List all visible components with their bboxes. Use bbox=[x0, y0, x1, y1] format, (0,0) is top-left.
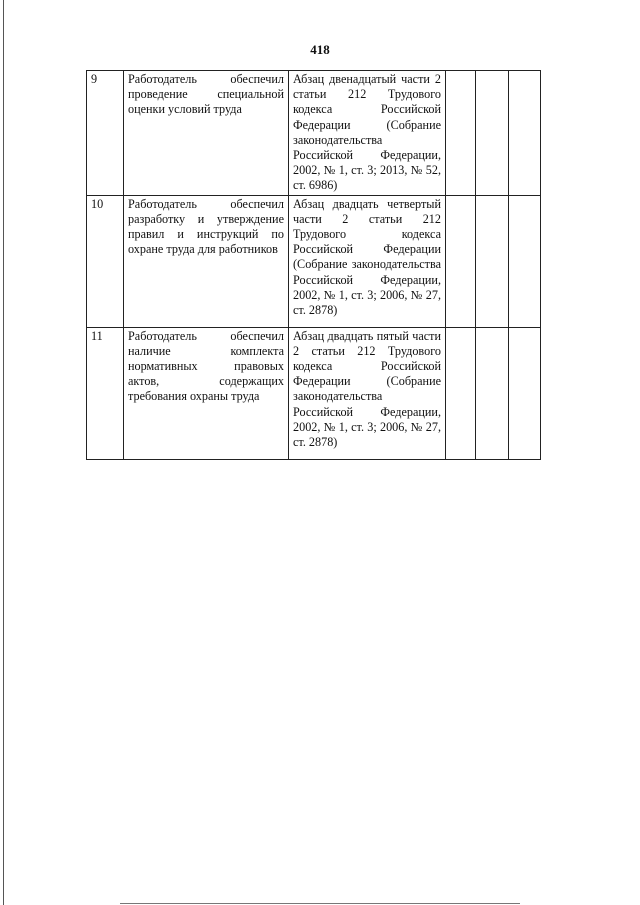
requirement-text: Работодатель обеспечил проведение специальной оценки условий труда bbox=[124, 71, 289, 196]
answer-cell-yes bbox=[446, 327, 476, 459]
requirement-text: Работодатель обеспечил наличие комплекта нормативных правовых актов, содержащих требования охраны труда bbox=[124, 327, 289, 459]
row-number: 10 bbox=[87, 195, 124, 327]
legal-reference-text: Абзац двадцать четвертый части 2 статьи 212 Трудового кодекса Российской Федерации (Собрание законодательства Российской Федерации, 2002, № 1, ст. 3; 2006, № 27, ст. 2878) bbox=[289, 195, 446, 327]
answer-cell-yes bbox=[446, 195, 476, 327]
table-row bbox=[87, 195, 541, 327]
answer-cell-na bbox=[509, 327, 541, 459]
table-row bbox=[87, 71, 541, 196]
legal-reference-text: Абзац двенадцатый части 2 статьи 212 Трудового кодекса Российской Федерации (Собрание законодательства Российской Федерации, 2002, № 1, ст. 3; 2013, № 52, ст. 6986) bbox=[289, 71, 446, 196]
answer-cell-no bbox=[476, 327, 509, 459]
answer-cell-no bbox=[476, 71, 509, 196]
page-number: 418 bbox=[310, 42, 330, 57]
table-row bbox=[87, 327, 541, 459]
answer-cell-no bbox=[476, 195, 509, 327]
legal-reference-text: Абзац двадцать пятый части 2 статьи 212 Трудового кодекса Российской Федерации (Собрание законодательства Российской Федерации, 2002, № 1, ст. 3; 2006, № 27, ст. 2878) bbox=[289, 327, 446, 459]
scan-edge-line bbox=[3, 0, 4, 905]
answer-cell-na bbox=[509, 195, 541, 327]
row-number: 11 bbox=[87, 327, 124, 459]
scan-bottom-line bbox=[120, 903, 520, 904]
requirements-table bbox=[86, 70, 541, 460]
row-number: 9 bbox=[87, 71, 124, 196]
answer-cell-na bbox=[509, 71, 541, 196]
requirement-text: Работодатель обеспечил разработку и утверждение правил и инструкций по охране труда для работников bbox=[124, 195, 289, 327]
answer-cell-yes bbox=[446, 71, 476, 196]
